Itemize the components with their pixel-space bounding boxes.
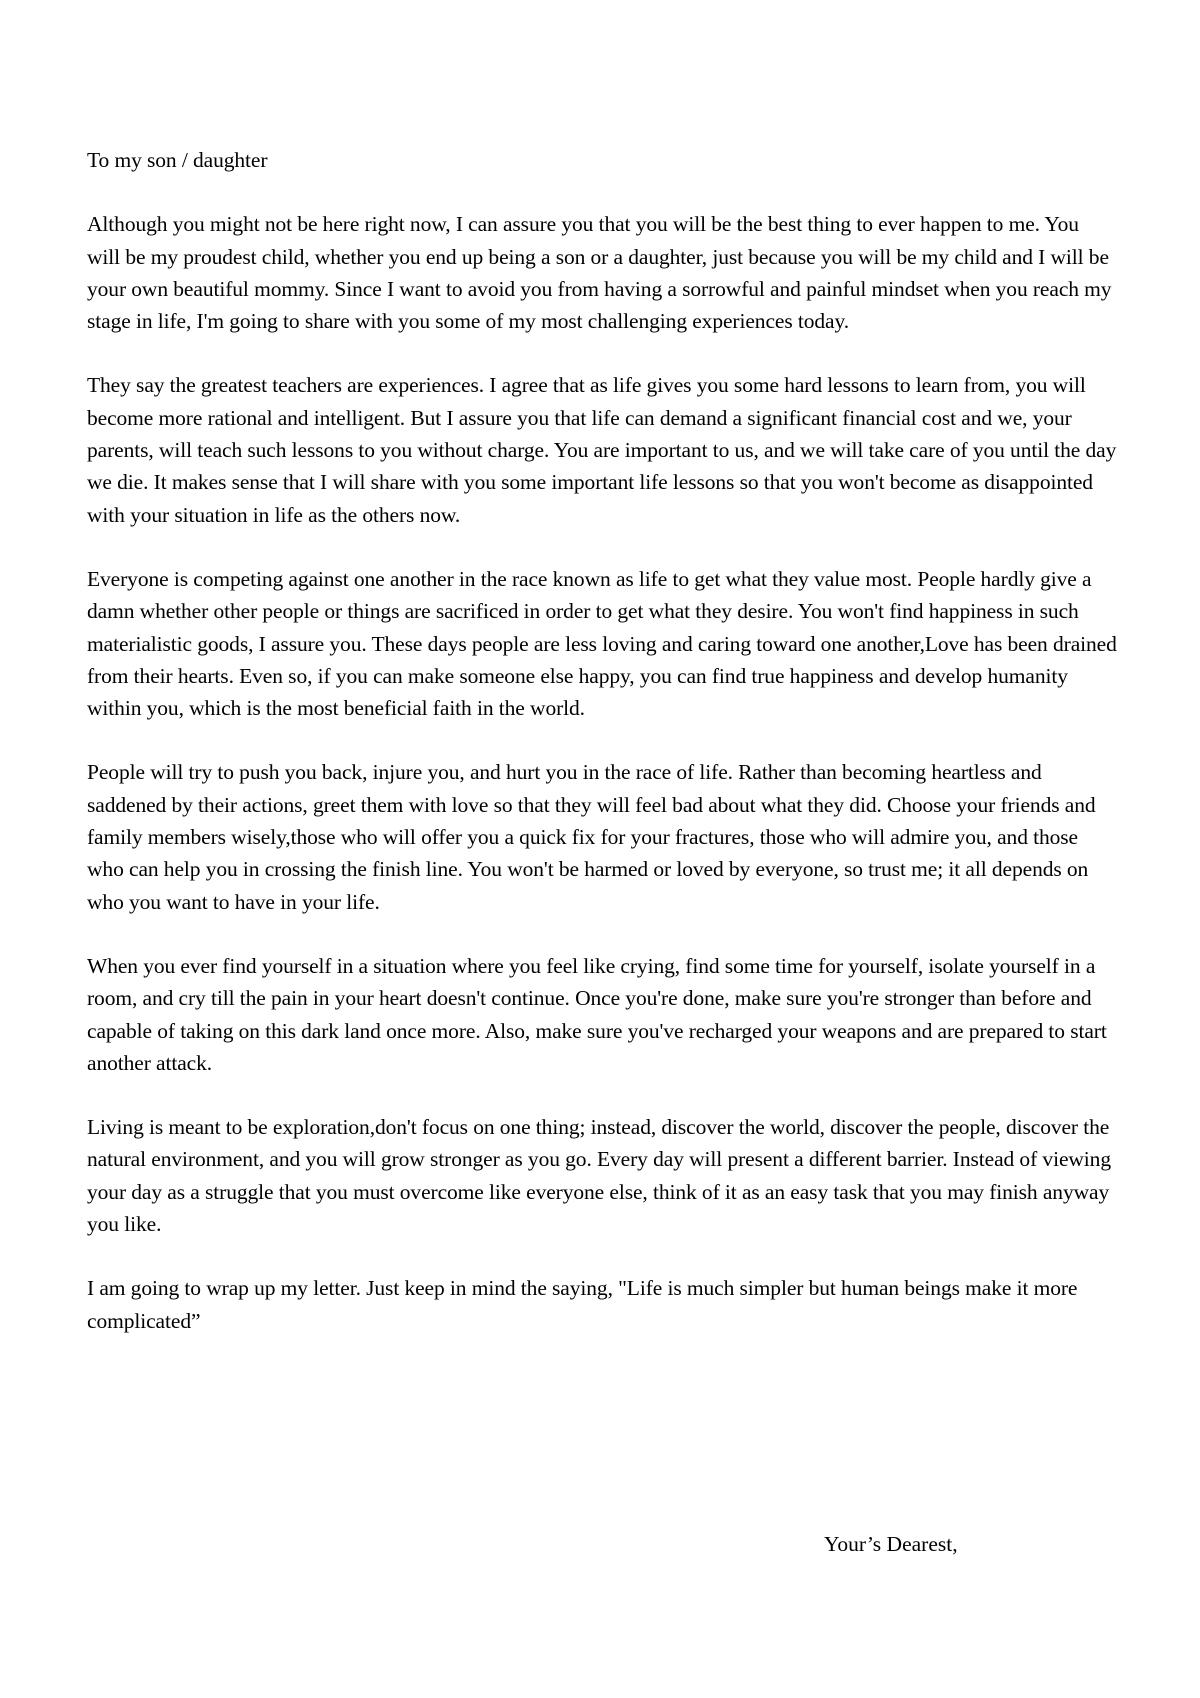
letter-paragraph: They say the greatest teachers are experiences. I agree that as life gives you some hard lessons to learn from, you will become more rational and intelligent. But I assure you that life can demand a significant financial cost and we, your parents, will teach such lessons to you without charge. You are important to us, and we will take care of you until the day we die. It makes sense that I will share with you some important life lessons so that you won't become as disappointed with your situation in life as the others now. [87,373,1117,527]
letter-paragraph: Living is meant to be exploration,don't focus on one thing; instead, discover the world, discover the people, discover the natural environment, and you will grow stronger as you go. Every day will present a different barrier. Instead of viewing your day as a struggle that you must overcome like everyone else, think of it as an easy task that you may finish anyway you like. [87,1115,1111,1237]
letter-body [87,144,1117,1369]
letter-closing: Your’s Dearest, [824,1532,958,1556]
letter-paragraph: When you ever find yourself in a situation where you feel like crying, find some time for yourself, isolate yourself in a room, and cry till the pain in your heart doesn't continue. Once you're done, make sure you're stronger than before and capable of taking on this dark land once more. Also, make sure you've recharged your weapons and are prepared to start another attack. [87,953,1107,1075]
letter-paragraph: Although you might not be here right now, I can assure you that you will be the best thing to ever happen to me. You will be my proudest child, whether you end up being a son or a daughter, just because you will be my child and I will be your own beautiful mommy. Since I want to avoid you from having a sorrowful and painful mindset when you reach my stage in life, I'm going to share with you some of my most challenging experiences today. [87,212,1112,334]
letter-paragraph: People will try to push you back, injure you, and hurt you in the race of life. Rather than becoming heartless and saddened by their actions, greet them with love so that they will feel bad about what they did. Choose your friends and family members wisely,those who will offer you a quick fix for your fractures, those who will admire you, and those who can help you in crossing the finish line. You won't be harmed or loved by everyone, so trust me; it all depends on who you want to have in your life. [87,760,1096,914]
letter-paragraph: Everyone is competing against one another in the race known as life to get what they value most. People hardly give a damn whether other people or things are sacrificed in order to get what they desire. You won't find happiness in such materialistic goods, I assure you. These days people are less loving and caring toward one another,Love has been drained from their hearts. Even so, if you can make someone else happy, you can find true happiness and develop humanity within you, which is the most beneficial faith in the world. [87,566,1117,721]
letter-salutation: To my son / daughter [87,148,268,172]
letter-paragraph: I am going to wrap up my letter. Just keep in mind the saying, "Life is much simpler but human beings make it more complicated” [87,1276,1078,1333]
